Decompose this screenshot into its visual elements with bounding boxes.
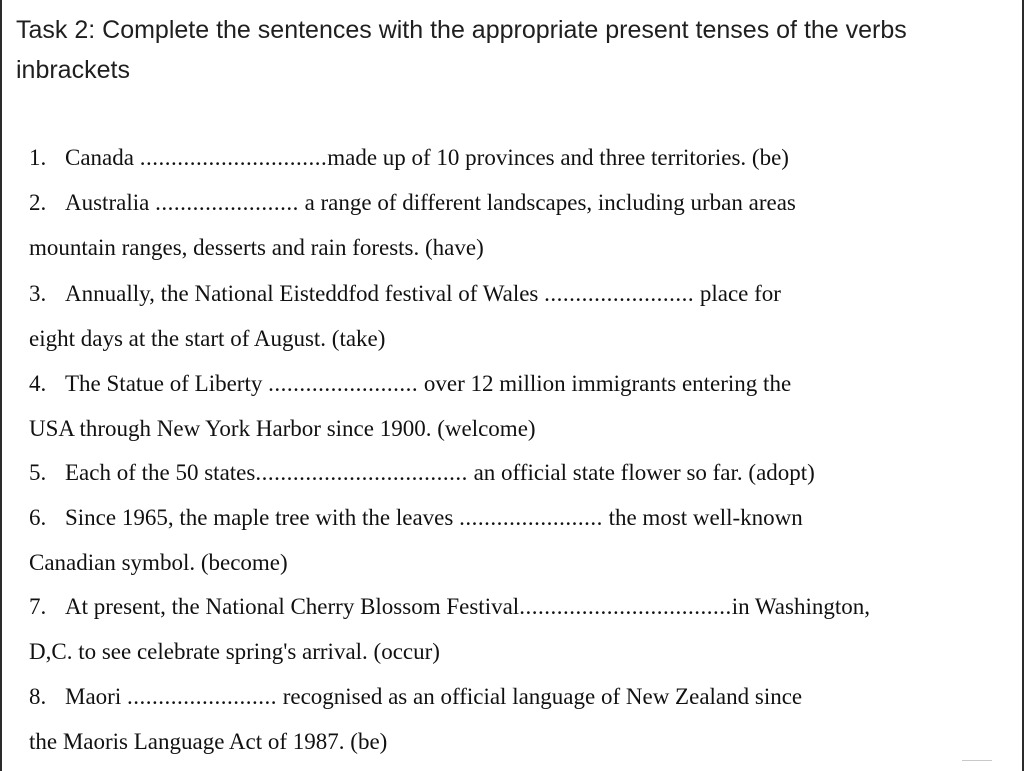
exercise-item-4-continuation: USA through New York Harbor since 1900. (welcome): [29, 416, 536, 441]
item-text-before: The Statue of Liberty: [65, 371, 269, 396]
item-text-after: place for: [694, 281, 781, 306]
exercise-item-5: [29, 458, 815, 488]
item-text-before: At present, the National Cherry Blossom Festival: [65, 594, 520, 619]
task-heading: [16, 10, 1011, 90]
item-text-before: Each of the 50 states: [65, 460, 256, 485]
item-number: 7.: [29, 594, 47, 619]
item-text-after: recognised as an official language of New Zealand since: [276, 684, 803, 709]
item-number: 6.: [29, 505, 47, 530]
exercise-item-8-continuation: the Maoris Language Act of 1987. (be): [29, 729, 388, 754]
exercise-item-2-continuation: mountain ranges, desserts and rain forests. (have): [29, 235, 484, 260]
exercise-item-8: [29, 682, 802, 712]
answer-blank: .......................: [155, 190, 299, 215]
item-text-after: an official state flower so far. (adopt): [467, 460, 815, 485]
item-text-before: Canada: [65, 145, 140, 170]
item-text-before: Australia: [65, 190, 156, 215]
exercise-item-7: [29, 592, 870, 622]
answer-blank: ........................: [126, 684, 277, 709]
answer-blank: ..................................: [519, 594, 732, 619]
item-text-after: over 12 million immigrants entering the: [418, 371, 792, 396]
item-number: 4.: [29, 371, 47, 396]
item-text-after: in Washington,: [731, 594, 870, 619]
item-text-before: Annually, the National Eisteddfod festival of Wales: [65, 281, 545, 306]
task-heading-line-2: inbrackets: [16, 56, 130, 84]
exercise-item-4: [29, 369, 791, 399]
answer-blank: ..............................: [139, 145, 328, 170]
answer-blank: ........................: [544, 281, 695, 306]
exercise-item-3: [29, 279, 781, 309]
answer-blank: ..................................: [255, 460, 468, 485]
item-text-after: made up of 10 provinces and three territories. (be): [327, 145, 789, 170]
answer-blank: ........................: [268, 371, 419, 396]
item-number: 2.: [29, 190, 47, 215]
item-number: 3.: [29, 281, 47, 306]
exercise-item-7-continuation: D,C. to see celebrate spring's arrival. (occur): [29, 639, 440, 664]
item-number: 5.: [29, 460, 47, 485]
page-corner-mark: [962, 760, 992, 767]
item-text-before: Maori: [65, 684, 127, 709]
exercise-item-3-continuation: eight days at the start of August. (take): [29, 326, 386, 351]
exercise-item-6-continuation: Canadian symbol. (become): [29, 550, 288, 575]
item-text-after: the most well-known: [602, 505, 803, 530]
exercise-item-1: [29, 143, 789, 173]
item-number: 1.: [29, 145, 47, 170]
item-text-after: a range of different landscapes, including urban areas: [298, 190, 796, 215]
exercise-item-2: [29, 188, 796, 218]
item-number: 8.: [29, 684, 47, 709]
item-text-before: Since 1965, the maple tree with the leaves: [65, 505, 460, 530]
task-heading-line-1: Task 2: Complete the sentences with the appropriate present tenses of the verbs: [16, 16, 907, 44]
answer-blank: .......................: [459, 505, 603, 530]
exercise-item-6: [29, 503, 803, 533]
